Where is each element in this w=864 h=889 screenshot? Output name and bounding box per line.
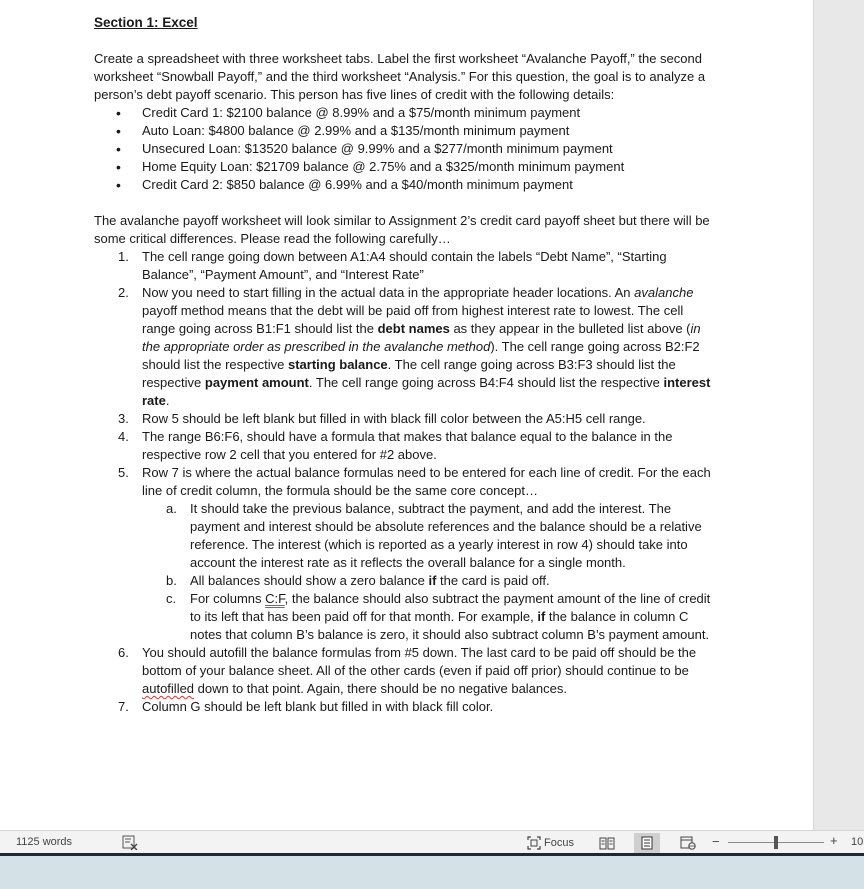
sub-step-letter: c. (166, 591, 177, 606)
sub-step-a (142, 500, 716, 572)
spelling-flagged-text[interactable]: autofilled (142, 681, 195, 696)
sub-step-c (142, 590, 716, 644)
focus-icon (527, 836, 541, 850)
step-text: . (165, 393, 170, 408)
proofing-check-icon[interactable] (122, 835, 138, 850)
step-6 (94, 644, 716, 698)
step-text: ). The cell range going across B2:F2 should list the respective (142, 339, 700, 372)
step-text: . The cell range going across B4:F4 should list the respective (308, 375, 664, 390)
section-title: Section 1: Excel (94, 15, 198, 30)
sub-step-letter: b. (166, 573, 177, 588)
emphasis-text: avalanche (634, 285, 694, 300)
step-text: You should autofill the balance formulas from #5 down. The last card to be paid off should be the bottom of your balance sheet. All of the other cards (even if paid off prior) should continue to be (142, 645, 697, 678)
step-3 (94, 410, 716, 428)
step-text: Row 7 is where the actual balance formulas need to be entered for each line of credit. For the each line of credit column, the formula should be the same core concept… (142, 465, 711, 498)
zoom-in-button[interactable]: + (830, 833, 838, 848)
step-number: 4. (118, 429, 129, 444)
grammar-flagged-text[interactable]: C:F (265, 591, 285, 606)
sub-steps-list (142, 500, 716, 644)
desktop-background (0, 856, 864, 889)
web-layout-icon (680, 836, 696, 850)
sub-step-text: All balances should show a zero balance (190, 573, 429, 588)
read-mode-icon (599, 837, 615, 850)
step-text: Column G should be left blank but filled in with black fill color. (142, 699, 494, 714)
sub-step-text: the card is paid off. (436, 573, 550, 588)
step-1 (94, 248, 716, 284)
sub-step-letter: a. (166, 501, 177, 516)
bold-text: starting balance (287, 357, 388, 372)
sub-step-text: the balance in column C notes that column B’s balance is zero, it should also subtract column B’s payment amount. (190, 609, 710, 642)
bold-text: payment amount (204, 375, 309, 390)
step-number: 2. (118, 285, 129, 300)
bold-text: if (428, 573, 437, 588)
step-text: payoff method means that the debt will be paid off from highest interest rate to lowest. The cell range going across B1:F1 should list the (142, 303, 684, 336)
step-4 (94, 428, 716, 464)
bold-text: interest rate (142, 375, 711, 408)
step-number: 3. (118, 411, 129, 426)
step-number: 1. (118, 249, 129, 264)
list-item: • Credit Card 2: $850 balance @ 6.99% and a $40/month minimum payment (94, 176, 716, 194)
step-number: 6. (118, 645, 129, 660)
steps-list (94, 248, 716, 716)
bold-text: debt names (377, 321, 450, 336)
list-item: • Home Equity Loan: $21709 balance @ 2.75% and a $325/month minimum payment (94, 158, 716, 176)
emphasis-text: in the appropriate order as prescribed in the avalanche method (142, 321, 701, 354)
focus-label: Focus (544, 837, 574, 849)
focus-button[interactable] (527, 834, 574, 852)
step-7 (94, 698, 716, 716)
zoom-level[interactable]: 10 (851, 836, 864, 848)
document-page[interactable] (94, 14, 716, 716)
avalanche-intro-paragraph: The avalanche payoff worksheet will look similar to Assignment 2’s credit card payoff sheet but there will be some critical differences. Please read the following carefully… (94, 213, 710, 246)
intro-paragraph: Create a spreadsheet with three worksheet tabs. Label the first worksheet “Avalanche Payoff,” the second worksheet “Snowball Payoff,” and the third worksheet “Analysis.” For this question, the goal is to analyze a person’s debt payoff scenario. This person has five lines of credit with the following details: (94, 51, 706, 102)
step-5 (94, 464, 716, 644)
list-item: • Credit Card 1: $2100 balance @ 8.99% and a $75/month minimum payment (94, 104, 716, 122)
status-bar (0, 830, 864, 854)
step-text: The range B6:F6, should have a formula that makes that balance equal to the balance in the respective row 2 cell that you entered for #2 above. (142, 429, 673, 462)
vertical-scrollbar[interactable] (813, 0, 864, 830)
step-text: Row 5 should be left blank but filled in with black fill color between the A5:H5 cell range. (142, 411, 646, 426)
step-number: 7. (118, 699, 129, 714)
sub-step-text: For columns (190, 591, 266, 606)
list-item: • Unsecured Loan: $13520 balance @ 9.99% and a $277/month minimum payment (94, 140, 716, 158)
word-count[interactable]: 1125 words (16, 836, 73, 848)
bold-text: if (537, 609, 546, 624)
sub-step-text: It should take the previous balance, subtract the payment, and add the interest. The payment and interest should be absolute references and the balance should be a relative reference. The interest (which is reported as a yearly interest in row 4) should take into account the interest rate as it reflects the overall balance for a single month. (190, 501, 702, 570)
step-2 (94, 284, 716, 410)
sub-step-b (142, 572, 716, 590)
step-text: The cell range going down between A1:A4 should contain the labels “Debt Name”, “Starting Balance”, “Payment Amount”, and “Interest Rate” (142, 249, 667, 282)
step-text: as they appear in the bulleted list above ( (449, 321, 691, 336)
step-text: . The cell range going across B3:F3 should list the respective (142, 357, 676, 390)
list-item: • Auto Loan: $4800 balance @ 2.99% and a $135/month minimum payment (94, 122, 716, 140)
step-text: down to that point. Again, there should be no negative balances. (194, 681, 567, 696)
step-text: Now you need to start filling in the actual data in the appropriate header locations. An (142, 285, 635, 300)
credit-lines-list (94, 104, 716, 194)
read-mode-button[interactable] (596, 833, 618, 853)
print-layout-button[interactable] (634, 833, 660, 853)
web-layout-button[interactable] (677, 833, 699, 853)
step-number: 5. (118, 465, 129, 480)
zoom-slider-thumb[interactable] (774, 836, 778, 849)
print-layout-icon (641, 836, 653, 850)
sub-step-text: , the balance should also subtract the payment amount of the line of credit to its left that has been paid off for that month. For example, (190, 591, 711, 624)
zoom-out-button[interactable]: − (712, 834, 720, 849)
